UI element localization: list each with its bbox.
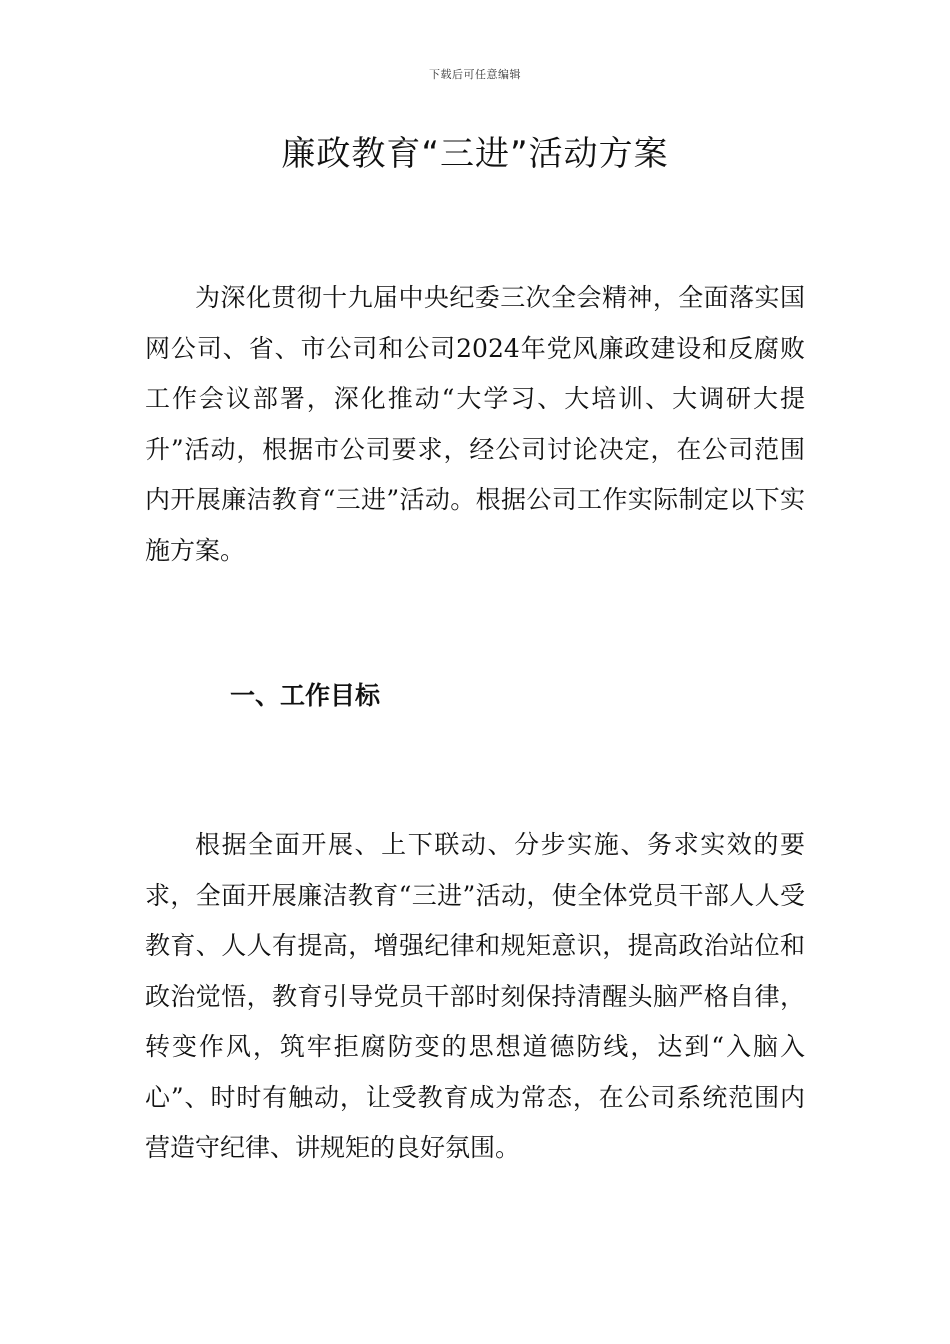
header-note: 下载后可任意编辑 — [429, 68, 521, 81]
document-title: 廉政教育“三进”活动方案 — [281, 134, 669, 174]
goals-paragraph: 根据全面开展、上下联动、分步实施、务求实效的要求，全面开展廉洁教育“三进”活动，使全体党员干部人人受教育、人人有提高，增强纪律和规矩意识，提高政治站位和政治觉悟，教育引导党员干部时刻保持清醒头脑严格自律，转变作风，筑牢拒腐防变的思想道德防线，达到“入脑入心”、时时有触动，让受教育成为常态，在公司系统范围内营造守纪律、讲规矩的良好氛围。 — [145, 830, 805, 1162]
section-heading-goals: 一、工作目标 — [230, 681, 381, 710]
intro-paragraph: 为深化贯彻十九届中央纪委三次全会精神，全面落实国网公司、省、市公司和公司2024年党风廉政建设和反腐败工作会议部署，深化推动“大学习、大培训、大调研大提升”活动，根据市公司要求，经公司讨论决定，在公司范围内开展廉洁教育“三进”活动。根据公司工作实际制定以下实施方案。 — [145, 283, 805, 565]
